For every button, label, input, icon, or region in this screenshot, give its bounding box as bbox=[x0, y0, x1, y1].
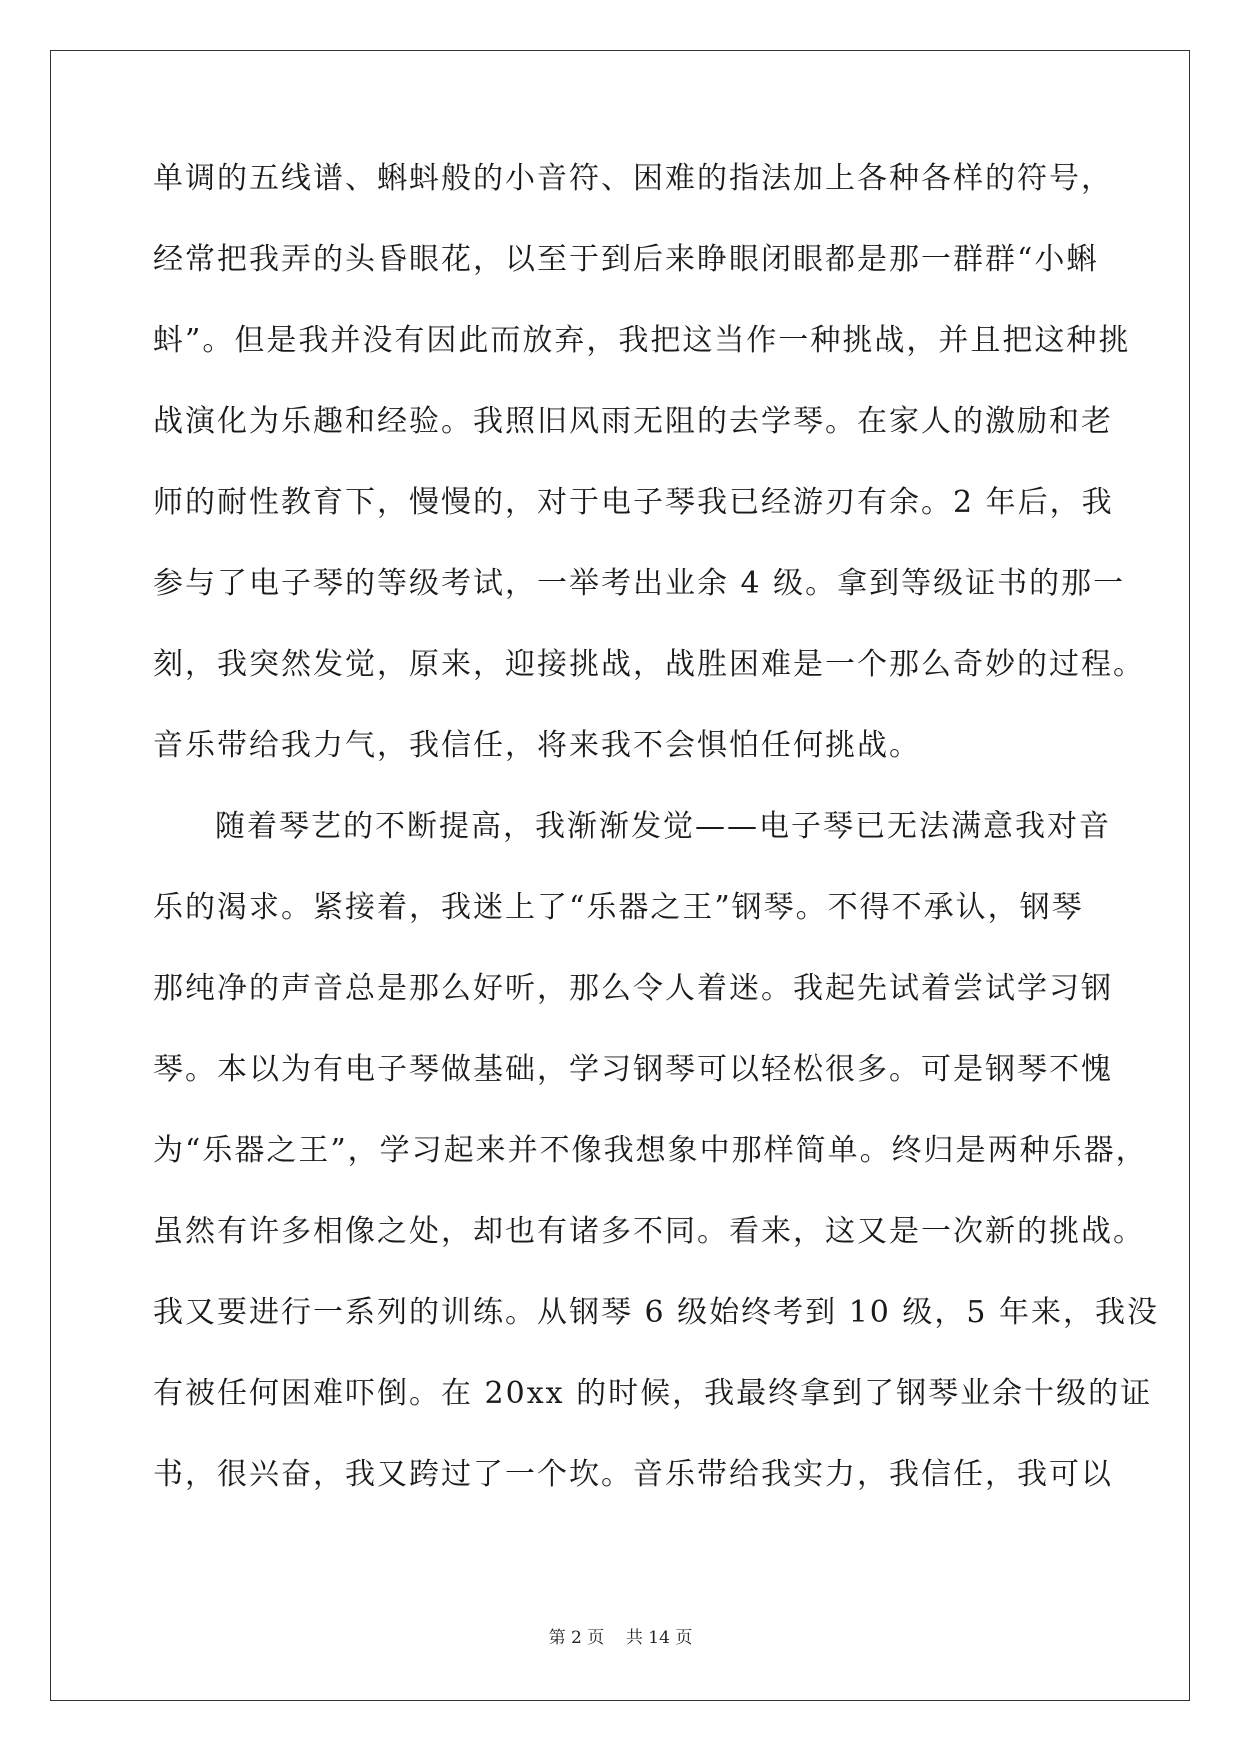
paragraph-line: 战演化为乐趣和经验。我照旧风雨无阻的去学琴。在家人的激励和老 bbox=[153, 404, 1113, 439]
paragraph-line: 师的耐性教育下，慢慢的，对于电子琴我已经游刃有余。2 年后，我 bbox=[153, 485, 1114, 520]
paragraph-line: 经常把我弄的头昏眼花，以至于到后来睁眼闭眼都是那一群群“小蝌 bbox=[153, 242, 1099, 277]
page-number-footer: 第 2 页 共 14 页 bbox=[548, 1628, 693, 1648]
paragraph-line: 为“乐器之王”，学习起来并不像我想象中那样简单。终归是两种乐器， bbox=[153, 1133, 1148, 1168]
paragraph-line: 有被任何困难吓倒。在 20xx 的时候，我最终拿到了钢琴业余十级的证 bbox=[153, 1376, 1153, 1411]
document-body bbox=[153, 160, 1160, 1537]
paragraph-line: 蚪”。但是我并没有因此而放弃，我把这当作一种挑战，并且把这种挑 bbox=[153, 323, 1131, 358]
paragraph-line: 音乐带给我力气，我信任，将来我不会惧怕任何挑战。 bbox=[153, 728, 921, 763]
paragraph-line: 单调的五线谱、蝌蚪般的小音符、困难的指法加上各种各样的符号， bbox=[153, 161, 1113, 196]
paragraph-line: 虽然有许多相像之处，却也有诸多不同。看来，这又是一次新的挑战。 bbox=[153, 1214, 1145, 1249]
paragraph-line: 随着琴艺的不断提高，我渐渐发觉——电子琴已无法满意我对音 bbox=[215, 809, 1111, 844]
paragraph-line: 乐的渴求。紧接着，我迷上了“乐器之王”钢琴。不得不承认，钢琴 bbox=[153, 890, 1084, 925]
paragraph-line: 书，很兴奋，我又跨过了一个坎。音乐带给我实力，我信任，我可以 bbox=[153, 1457, 1113, 1492]
paragraph-line: 我又要进行一系列的训练。从钢琴 6 级始终考到 10 级，5 年来，我没 bbox=[153, 1295, 1160, 1330]
paragraph-line: 琴。本以为有电子琴做基础，学习钢琴可以轻松很多。可是钢琴不愧 bbox=[153, 1052, 1113, 1087]
paragraph-line: 参与了电子琴的等级考试，一举考出业余 4 级。拿到等级证书的那一 bbox=[153, 566, 1126, 601]
paragraph-line: 那纯净的声音总是那么好听，那么令人着迷。我起先试着尝试学习钢 bbox=[153, 971, 1113, 1006]
paragraph-line: 刻，我突然发觉，原来，迎接挑战，战胜困难是一个那么奇妙的过程。 bbox=[153, 647, 1145, 682]
